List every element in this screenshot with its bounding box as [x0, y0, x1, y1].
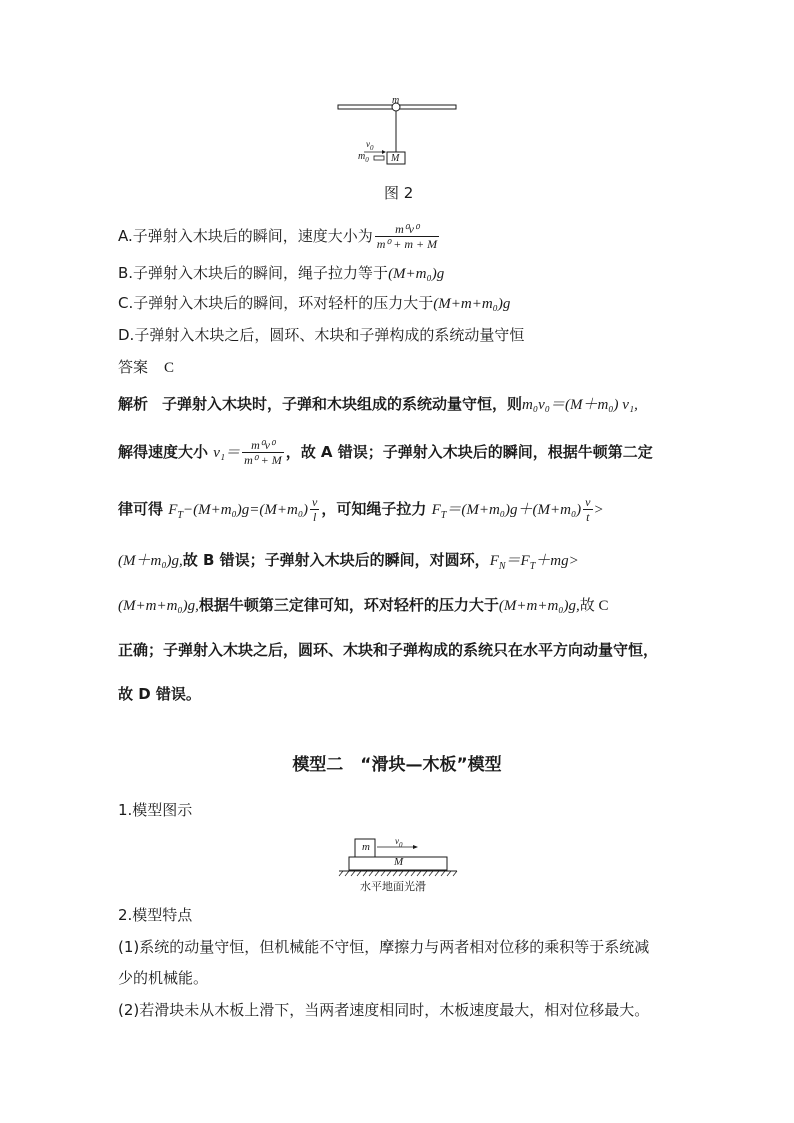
feature-1-line-2: 少的机械能。: [118, 969, 209, 987]
section-title: 模型二 “滑块—木板”模型: [292, 755, 502, 775]
ground-caption: 水平地面光滑: [360, 880, 426, 893]
option-a-fraction: $\frac{\text{m⁰v⁰}}{\text{m⁰ + m + M}}$: [376, 222, 438, 251]
solution-line-7: 故 D 错误。: [118, 685, 201, 703]
solution-line-4: (M＋m₀)g,故 B 错误；子弹射入木块后的瞬间，对圆环，$F_N=F_T+mg>$: [118, 551, 579, 572]
feature-1-line-1: (1)系统的动量守恒，但机械能不守恒，摩擦力与两者相对位移的乘积等于系统减: [118, 938, 650, 956]
bullet-mass-label: $m_0$: [358, 151, 369, 164]
figure-caption: 图 2: [384, 184, 414, 202]
feature-2: (2)若滑块未从木板上滑下，当两者速度相同时，木板速度最大，相对位移最大。: [118, 1001, 650, 1019]
board-mass-label: M: [394, 856, 404, 868]
option-b: B.子弹射入木块后的瞬间，绳子拉力等于(M+m₀)g: [118, 264, 445, 282]
option-c: C.子弹射入木块后的瞬间，环对轻杆的压力大于(M+m+m₀)g: [118, 294, 511, 312]
pendulum-figure: [330, 90, 470, 170]
ring-mass-label: m: [392, 95, 400, 106]
solution-line-2: 解得速度大小 v₁＝ $\frac{\text{m⁰v⁰}}{\text{m⁰ + M}}$ ，故 A 错误；子弹射入木块后的瞬间，根据牛顿第二定: [118, 438, 653, 467]
solution-line-3: 律可得 $F_T-(M+m_0)g=(M+m_0)$ $\frac{v}{l}$ ，可知绳子拉力 $F_T=(M+m_0)g+(M+m_0)$ $\frac{v}{t}$ >: [118, 495, 603, 524]
model-item-1: 1.模型图示: [118, 801, 193, 819]
option-a: A.子弹射入木块后的瞬间，速度大小为 $\frac{\text{m⁰v⁰}}{\text{m⁰ + m + M}}$: [118, 222, 438, 251]
solution-line-6: 正确；子弹射入木块之后，圆环、木块和子弹构成的系统只在水平方向动量守恒，: [118, 641, 659, 659]
model-item-2: 2.模型特点: [118, 906, 193, 924]
slider-mass-label: m: [362, 841, 370, 853]
option-d: D.子弹射入木块之后，圆环、木块和子弹构成的系统动量守恒: [118, 326, 525, 344]
solution-line-1: 解析 子弹射入木块时，子弹和木块组成的系统动量守恒，则m₀v₀＝(M＋m₀) v₁,: [118, 395, 638, 413]
block-mass-label: M: [391, 153, 400, 164]
slider-velocity-label: $v_0$: [395, 836, 403, 849]
answer: 答案 C: [118, 358, 175, 376]
velocity-label: $v_0$: [366, 139, 374, 152]
solution-line-5: (M+m+m₀)g,根据牛顿第三定律可知，环对轻杆的压力大于(M+m+m₀)g,故 C: [118, 596, 609, 614]
